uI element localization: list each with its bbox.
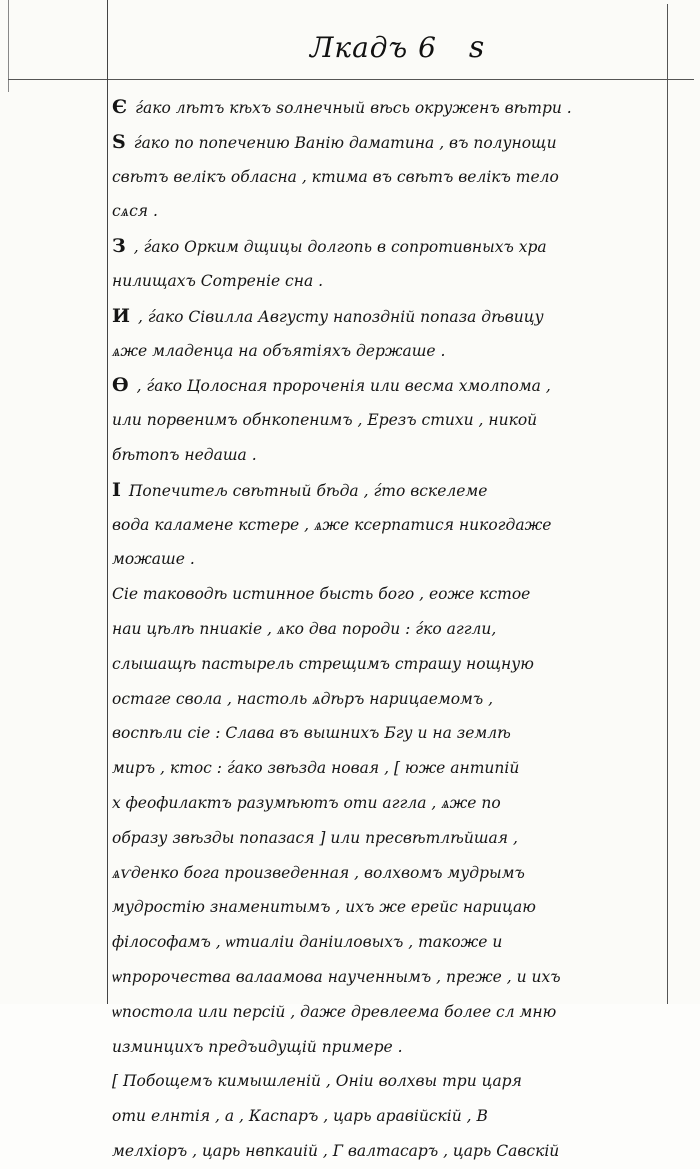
line-text: остаге свола , настоль ѧдѣръ нарицаемомъ , [112,689,494,708]
line-text: можаше . [112,550,195,569]
line-text: бѣтопъ недаша . [112,445,257,464]
paragraph-number: Ѕ [112,130,126,153]
line-text: свѣтъ велікъ обласна , ктима въ свѣтъ велікъ тело [112,167,559,186]
manuscript-body [112,90,667,1160]
line-text: [ Побощемъ кимышленій , Оніи волхвы три царя [112,1072,522,1091]
line-text: х феофилактъ разумѣютъ оти аггла , ѧже по [112,793,501,812]
left-margin-line [107,0,108,1004]
line-text: , ѓако Орким дщицы долгопь в сопротивныхъ хра [133,238,547,257]
paragraph-number: Ѳ [112,374,129,397]
text-line [112,542,667,577]
line-text: , ѓако Сівилла Августу напоздній попаза дѣвицу [137,307,544,326]
text-line [112,995,667,1030]
text-line [112,682,667,717]
text-line [112,856,667,891]
text-line [112,473,667,508]
text-line [112,368,667,403]
line-text: , ѓако Цолосная пророченія или весма хмолпома , [136,377,551,396]
line-text: мудростію знаменитымъ , ихъ же ерейс нарицаю [112,898,536,917]
paragraph-number: З [112,235,126,258]
text-line [112,786,667,821]
line-text: філософамъ , ѡтиаліи даніиловыхъ , такоже и [112,933,503,952]
text-line [112,90,667,125]
line-text: или порвенимъ обнкопенимъ , Ерезъ стихи , никой [112,411,538,430]
line-text: сѧся . [112,202,158,221]
text-line [112,1064,667,1099]
line-text: образу звѣзды попазася ] или пресвѣтлѣйшая , [112,828,518,847]
line-text: ѓако по попечению Ванію даматина , въ полунощи [133,133,557,152]
header-rule-line [8,79,694,80]
text-line [112,960,667,995]
line-text: нилищахъ Сотреніе сна . [112,271,324,290]
line-text: слышащѣ пастырель стрещимъ страшу нощную [112,654,534,673]
paragraph-number: І [112,478,121,501]
text-line [112,229,667,264]
text-line [112,821,667,856]
text-line [112,925,667,960]
line-text: мелхіоръ , царь нвпкаиій , Г валтасаръ , царь Савскій [112,1141,560,1160]
line-text: ѡпостола или персій , даже древлеема более сл мню [112,1002,557,1021]
text-line [112,612,667,647]
text-line [112,1134,667,1169]
text-line [112,1030,667,1065]
line-text: изминцихъ предъидущій примере . [112,1037,403,1056]
line-text: оти елнтія , а , Каспаръ , царь аравійскій , В [112,1107,488,1126]
text-line [112,125,667,160]
header-title: Лкадъ 6 [310,31,437,64]
text-line [112,438,667,473]
line-text: воспѣли сіе : Слава въ вышнихъ Бгу и на землѣ [112,724,511,743]
text-line [112,751,667,786]
text-line [112,194,667,229]
text-line [112,890,667,925]
text-line [112,264,667,299]
line-text: ѡпророчества валаамова наученнымъ , преже , и ихъ [112,967,561,986]
text-line [112,716,667,751]
line-text: ѓако лѣтъ кѣхъ ѕолнечный вѣсь окруженъ вѣтри . [135,99,572,117]
paragraph-number: Є [112,96,128,118]
line-text: наи цѣлѣ пниакіе , ѧко два породи : ѓко аггли, [112,619,497,638]
line-text: Попечитељ свѣтный бѣда , ѓто вскелеме [128,481,488,500]
paragraph-number: И [112,304,130,327]
line-text: Сіе таководѣ истинное бысть бого , еоже кстое [112,585,531,604]
text-line [112,577,667,612]
text-line [112,508,667,543]
text-line [112,299,667,334]
text-line [112,1099,667,1134]
page-header [310,30,485,65]
line-text: вода каламене кстере , ѧже ксерпатися никогдаже [112,515,552,534]
text-line [112,160,667,195]
text-line [112,403,667,438]
right-margin-line [667,4,668,1004]
line-text: ѧѵденко бога произведенная , волхвомъ мудрымъ [112,863,525,882]
text-line [112,334,667,369]
leaf-number: ѕ [468,30,486,65]
text-line [112,647,667,682]
line-text: ѧже младенца на объятіяхъ держаше . [112,341,446,360]
line-text: миръ , ктос : ѓако звѣзда новая , [ юже антипій [112,759,520,778]
